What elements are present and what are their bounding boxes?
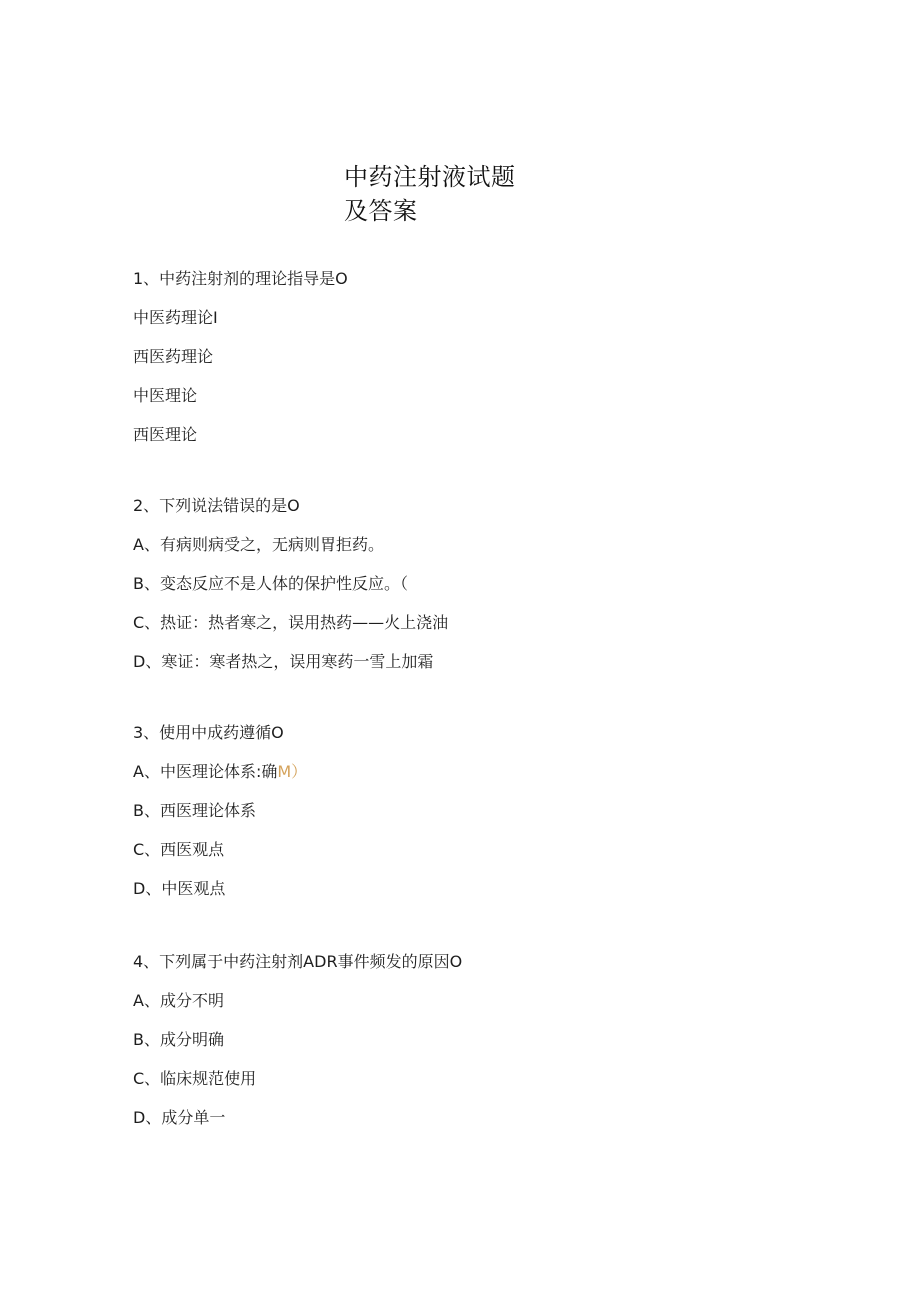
option-c: C、临床规范使用 (133, 1069, 257, 1088)
question-4 (133, 951, 833, 1146)
option-1: 中医药理论I (133, 308, 218, 327)
option-a: A、有病则病受之，无病则胃拒药。 (133, 535, 384, 554)
title-line-2: 及答案 (344, 197, 418, 225)
document-title (344, 160, 516, 228)
option-b: B、成分明确 (133, 1030, 224, 1049)
answer-mark: M） (277, 762, 308, 781)
question-1 (133, 268, 833, 463)
option-c: C、热证：热者寒之，误用热药——火上浇油 (133, 613, 449, 632)
question-stem: 4、下列属于中药注射剂ADR事件频发的原因O (133, 952, 463, 971)
option-d: D、成分单一 (133, 1108, 226, 1127)
option-4: 西医理论 (133, 425, 198, 444)
option-b: B、变态反应不是人体的保护性反应。（ (133, 574, 408, 593)
option-2: 西医药理论 (133, 347, 214, 366)
title-line-1: 中药注射液试题 (344, 163, 516, 191)
option-c: C、西医观点 (133, 840, 225, 859)
option-d: D、中医观点 (133, 879, 226, 898)
option-3: 中医理论 (133, 386, 198, 405)
question-3 (133, 722, 833, 917)
question-2 (133, 495, 833, 690)
option-a-text: A、中医理论体系:确 (133, 762, 278, 781)
question-stem: 2、下列说法错误的是O (133, 496, 300, 515)
option-d: D、寒证：寒者热之，误用寒药一雪上加霜 (133, 652, 434, 671)
question-stem: 1、中药注射剂的理论指导是O (133, 269, 348, 288)
question-stem: 3、使用中成药遵循O (133, 723, 284, 742)
option-b: B、西医理论体系 (133, 801, 256, 820)
option-a: A、成分不明 (133, 991, 224, 1010)
option-a (133, 761, 833, 800)
